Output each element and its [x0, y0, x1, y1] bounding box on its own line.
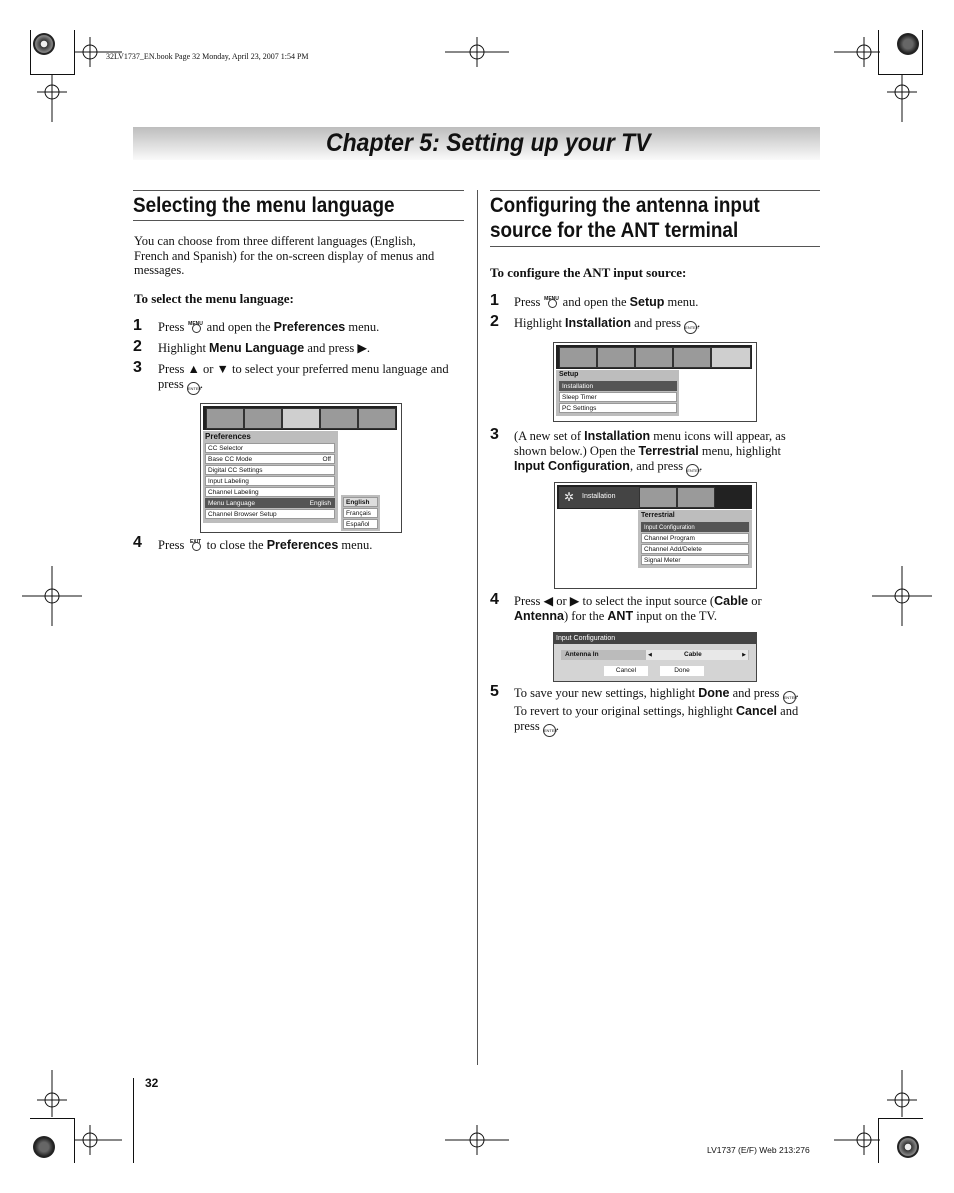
step-3-text: (A new set of Installation menu icons will appear, as shown below.) Open the Terrestrial menu, highlight Input Configuration, and press ENTER. — [514, 429, 814, 477]
arrow-right-icon[interactable]: ▶ — [742, 652, 746, 658]
enter-button-icon: ENTER — [783, 691, 796, 704]
step-5-text: To save your new settings, highlight Done and press ENTER. To revert to your original settings, highlight Cancel and press ENTER. — [514, 686, 824, 737]
setup-menu-screen — [553, 342, 757, 422]
step-1-text: Press MENU and open the Setup menu. — [514, 295, 699, 309]
page-number: 32 — [145, 1076, 159, 1090]
setup-gear-icon: ✲ — [564, 490, 575, 504]
done-button[interactable]: Done — [660, 666, 704, 676]
step-number: 1 — [490, 292, 499, 309]
enter-button-icon: ENTER — [543, 724, 556, 737]
menu-button-icon: MENU — [544, 295, 560, 307]
menu-item-selected[interactable]: Installation — [559, 381, 677, 391]
preferences-icon — [635, 347, 673, 368]
exit-button-icon: EXIT — [188, 538, 204, 550]
step-number: 1 — [133, 317, 142, 334]
sound-icon — [597, 347, 635, 368]
menu-item[interactable]: Channel Labeling — [205, 487, 335, 497]
language-option[interactable]: Français — [343, 508, 378, 518]
step-number: 5 — [490, 683, 499, 700]
menu-button-icon: MENU — [188, 320, 204, 332]
setup-gear-icon — [358, 408, 396, 429]
preferences-menu-screen — [200, 403, 402, 533]
arrow-left-icon[interactable]: ◀ — [648, 652, 652, 658]
step-number: 2 — [490, 313, 499, 330]
enter-button-icon: ENTER — [686, 464, 699, 477]
menu-title: Setup — [559, 371, 579, 378]
info-icon[interactable] — [677, 487, 715, 508]
lock-icon — [673, 347, 711, 368]
step-number: 4 — [133, 534, 142, 551]
step-number: 4 — [490, 591, 499, 608]
cancel-button[interactable]: Cancel — [604, 666, 648, 676]
menu-item[interactable]: Channel Browser Setup — [205, 509, 335, 519]
menu-item[interactable]: PC Settings — [559, 403, 677, 413]
step-3-text: Press ▲ or ▼ to select your preferred menu language and press ENTER. — [158, 362, 468, 395]
menu-item[interactable]: Channel Add/Delete — [641, 544, 749, 554]
menu-item[interactable]: Channel Program — [641, 533, 749, 543]
menu-item[interactable]: Signal Meter — [641, 555, 749, 565]
print-header: 32LV1737_EN.book Page 32 Monday, April 23, 2007 1:54 PM — [106, 52, 309, 61]
dialog-title: Input Configuration — [554, 633, 756, 644]
enter-button-icon: ENTER — [684, 321, 697, 334]
menu-title: Preferences — [205, 432, 251, 441]
step-1-text: Press MENU and open the Preferences menu. — [158, 320, 380, 334]
section-rule — [133, 220, 464, 221]
language-option[interactable]: English — [343, 497, 378, 507]
picture-icon — [206, 408, 244, 429]
step-number: 3 — [133, 359, 142, 376]
lock-icon — [320, 408, 358, 429]
preferences-icon — [282, 408, 320, 429]
section-title-antenna: Configuring the antenna input source for the ANT terminal — [490, 194, 760, 242]
terrestrial-antenna-icon[interactable] — [639, 487, 677, 508]
installation-menu-screen — [554, 482, 757, 589]
menu-title: Terrestrial — [641, 512, 675, 519]
menu-item-selected[interactable]: Input Configuration — [641, 522, 749, 532]
subheading-select-language: To select the menu language: — [134, 291, 294, 306]
footer-code: LV1737 (E/F) Web 213:276 — [707, 1145, 810, 1155]
section-rule — [490, 246, 820, 247]
antenna-in-label: Antenna In — [565, 651, 599, 658]
intro-text: You can choose from three different languages (English, French and Spanish) for the on-screen display of menus and messages. — [134, 234, 435, 278]
menu-item[interactable]: Sleep Timer — [559, 392, 677, 402]
enter-button-icon: ENTER — [187, 382, 200, 395]
section-title-menu-language: Selecting the menu language — [133, 194, 395, 217]
step-4-text: Press EXIT to close the Preferences menu. — [158, 538, 373, 552]
sound-icon — [244, 408, 282, 429]
section-rule — [133, 190, 464, 191]
antenna-source-selector[interactable]: ◀ Cable ▶ — [648, 651, 746, 658]
language-option[interactable]: Español — [343, 519, 378, 529]
section-rule — [490, 190, 820, 191]
step-number: 3 — [490, 426, 499, 443]
step-2-text: Highlight Menu Language and press ▶. — [158, 341, 371, 355]
menu-item[interactable]: Base CC Mode Off — [205, 454, 335, 464]
menu-item[interactable]: CC Selector — [205, 443, 335, 453]
subheading-configure-ant: To configure the ANT input source: — [490, 265, 687, 280]
step-4-text: Press ◀ or ▶ to select the input source (Cable or Antenna) for the ANT input on the TV. — [514, 594, 762, 623]
picture-icon — [559, 347, 597, 368]
step-number: 2 — [133, 338, 142, 355]
menu-item[interactable]: Input Labeling — [205, 476, 335, 486]
menu-item[interactable]: Digital CC Settings — [205, 465, 335, 475]
chapter-title: Chapter 5: Setting up your TV — [326, 129, 651, 157]
step-2-text: Highlight Installation and press ENTER. — [514, 316, 700, 334]
setup-gear-icon — [711, 347, 751, 368]
installation-tab[interactable]: ✲ Installation — [559, 487, 639, 508]
menu-item-selected[interactable]: Menu Language English — [205, 498, 335, 508]
input-configuration-screen — [553, 632, 757, 682]
